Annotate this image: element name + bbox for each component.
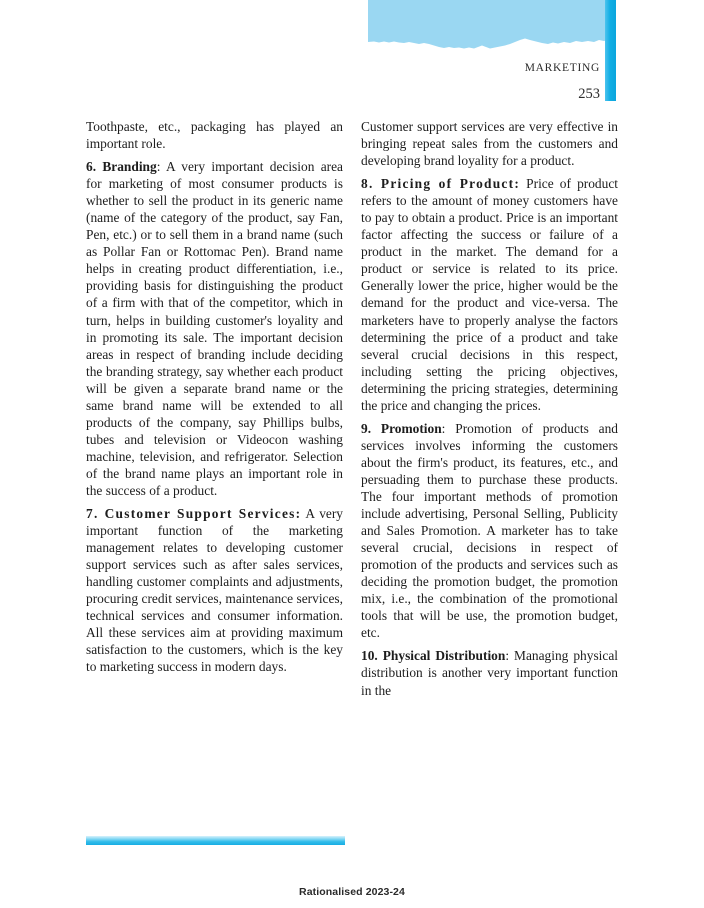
paragraph-text: : Managing physical distribution is another very important function in the <box>361 648 618 698</box>
paragraph <box>361 118 618 169</box>
paragraph-heading: 8. Pricing of Product: <box>361 176 521 192</box>
paragraph <box>86 505 343 675</box>
paragraph <box>361 420 618 642</box>
paragraph-text: A very important function of the marketing management relates to developing customer support services such as after sales services, handling customer complaints and adjustments, procuring credit services, maintenance services, technical services and consumer information. All these services aim at providing maximum satisfaction to the customers, which is the key to marketing success in modern days. <box>86 506 343 675</box>
paragraph-text: Price of product refers to the amount of money customers have to pay to obtain a product. Price is an important factor affecting the success or failure of a product in the market. The demand for a product or service is related to its price. Generally lower the price, higher would be the demand for the product and vice-versa. The marketers have to properly analyse the factors determining the price of a product and take several crucial decisions in this respect, including setting the pricing objectives, determining the pricing strategies, determining the price and changing the prices. <box>361 176 618 413</box>
paragraph-heading: 6. Branding <box>86 159 157 175</box>
right-column <box>361 118 618 818</box>
paragraph <box>86 118 343 152</box>
footer-note: Rationalised 2023-24 <box>299 886 405 898</box>
left-column <box>86 118 343 818</box>
paragraph-text: : A very important decision area for marketing of most consumer products is whether to sell the product in its generic name (name of the category of the product, say Fan, Pen, etc.) or to sell them in a brand name (such as Pollar Fan or Rottomac Pen). Brand name helps in creating product differentiation, i.e., providing basis for distinguishing the product of a firm with that of the competitor, which in turn, helps in building customer's loyality and in promoting its sale. The important decision areas in respect of branding include deciding the branding strategy, say whether each product will be given a separate brand name or the same brand name will be extended to all products of the company, say Phillips bulbs, tubes and television or Videocon washing machine, television, and refrigerator. Selection of the brand name plays an important role in the success of a product. <box>86 159 343 498</box>
paragraph-heading: 10. Physical Distribution <box>361 648 506 664</box>
paragraph-heading: 9. Promotion <box>361 420 442 436</box>
header-accent-bar <box>605 0 616 101</box>
page-number: 253 <box>578 86 600 102</box>
paragraph-heading: 7. Customer Support Services: <box>86 506 302 522</box>
footer-accent-bar <box>86 836 345 845</box>
paragraph <box>361 175 618 414</box>
paragraph-text: : Promotion of products and services involves informing the customers about the firm's product, its features, etc., and persuading them to purchase these products. The four important methods of promotion include advertising, Personal Selling, Publicity and Sales Promotion. A marketer has to take several crucial, decisions in respect of promotion of the products and services such as deciding the promotion budget, the promotion mix, i.e., the combination of the promotional tools that will be use, the promotion budget, etc. <box>361 420 619 641</box>
body-columns <box>86 118 618 818</box>
paragraph-text: Toothpaste, etc., packaging has played an important role. <box>86 119 343 152</box>
paragraph-text: Customer support services are very effective in bringing repeat sales from the customers and developing brand loyality for a product. <box>361 119 618 169</box>
torn-paper-banner <box>368 0 608 54</box>
paragraph <box>86 158 343 499</box>
running-head: MARKETING <box>524 62 600 74</box>
paragraph <box>361 647 618 698</box>
